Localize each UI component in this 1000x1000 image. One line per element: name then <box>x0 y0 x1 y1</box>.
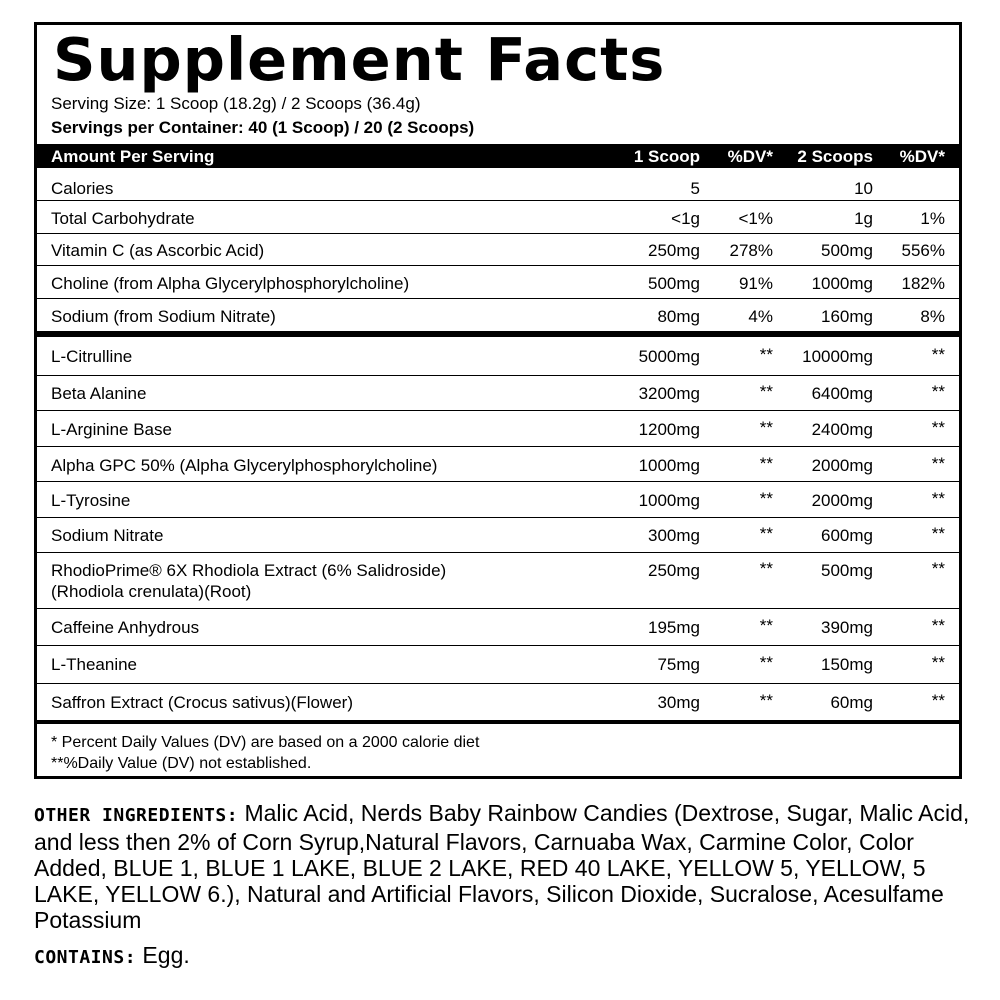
row-1-scoop: 500mg <box>648 274 700 293</box>
table-row <box>37 234 959 266</box>
row-name: L-Theanine <box>51 655 138 674</box>
table-row <box>37 609 959 646</box>
row-1-scoop: 195mg <box>648 618 700 637</box>
row-2-scoops: 2000mg <box>811 491 873 510</box>
row-2-scoops: 2000mg <box>811 456 873 475</box>
row-1-scoop: 80mg <box>657 307 700 326</box>
table-row <box>37 553 959 609</box>
row-1-scoop: 250mg <box>648 241 700 260</box>
footnote-divider <box>37 720 959 724</box>
row-1-scoop: 300mg <box>648 526 700 545</box>
row-dv-2: ** <box>931 559 945 578</box>
footnote-not-established: **%Daily Value (DV) not established. <box>51 755 312 772</box>
row-name-line-2: (Rhodiola crenulata)(Root) <box>51 582 252 601</box>
row-dv-1: ** <box>759 524 773 543</box>
table-row <box>37 482 959 518</box>
row-1-scoop: 30mg <box>657 693 700 712</box>
row-dv-1: ** <box>759 382 773 401</box>
contains-statement <box>34 942 190 971</box>
row-dv-1: ** <box>759 653 773 672</box>
row-1-scoop: 1200mg <box>638 420 700 439</box>
row-dv-1: ** <box>759 559 773 578</box>
row-2-scoops: 6400mg <box>811 384 873 403</box>
row-1-scoop: 250mg <box>648 561 700 580</box>
row-dv-1: ** <box>759 616 773 635</box>
row-2-scoops: 60mg <box>830 693 873 712</box>
row-dv-2: ** <box>931 616 945 635</box>
row-2-scoops: 1000mg <box>811 274 873 293</box>
contains-label: CONTAINS: <box>34 947 137 968</box>
row-name: Sodium (from Sodium Nitrate) <box>51 307 276 326</box>
row-dv-1: ** <box>759 489 773 508</box>
row-dv-1: 91% <box>738 274 773 293</box>
row-1-scoop: 3200mg <box>638 384 700 403</box>
row-dv-2: ** <box>931 653 945 672</box>
row-dv-2: 556% <box>901 241 945 260</box>
row-2-scoops: 160mg <box>821 307 873 326</box>
row-dv-2: ** <box>931 691 945 710</box>
row-name: Choline (from Alpha Glycerylphosphorylcholine) <box>51 274 410 293</box>
row-dv-1: ** <box>759 345 773 364</box>
row-dv-2: 182% <box>901 274 945 293</box>
row-1-scoop: 1000mg <box>638 491 700 510</box>
panel-title: Supplement Facts <box>53 25 666 94</box>
row-1-scoop: 75mg <box>657 655 700 674</box>
row-1-scoop: 5000mg <box>638 347 700 366</box>
supplement-facts-panel <box>34 22 962 779</box>
row-name: Total Carbohydrate <box>51 209 195 228</box>
table-row <box>37 337 959 376</box>
row-dv-1: ** <box>759 691 773 710</box>
row-name: L-Arginine Base <box>51 420 172 439</box>
table-row <box>37 646 959 684</box>
table-row <box>37 266 959 299</box>
serving-size: Serving Size: 1 Scoop (18.2g) / 2 Scoops (36.4g) <box>51 94 421 113</box>
row-dv-1: 278% <box>729 241 773 260</box>
table-row <box>37 168 959 201</box>
table-row <box>37 684 959 720</box>
row-dv-1: ** <box>759 418 773 437</box>
row-2-scoops: 500mg <box>821 241 873 260</box>
row-2-scoops: 10000mg <box>802 347 873 366</box>
row-1-scoop: 5 <box>690 179 700 198</box>
row-dv-2: 1% <box>920 209 945 228</box>
row-2-scoops: 150mg <box>821 655 873 674</box>
table-row <box>37 447 959 482</box>
row-2-scoops: 500mg <box>821 561 873 580</box>
table-row <box>37 299 959 331</box>
row-dv-2: 8% <box>920 307 945 326</box>
row-2-scoops: 2400mg <box>811 420 873 439</box>
row-dv-1: ** <box>759 454 773 473</box>
row-name: Saffron Extract (Crocus sativus)(Flower) <box>51 693 353 712</box>
row-name: L-Tyrosine <box>51 491 131 510</box>
row-dv-2: ** <box>931 345 945 364</box>
contains-text: Egg. <box>136 942 190 968</box>
table-row <box>37 376 959 411</box>
other-ingredients-label: OTHER INGREDIENTS: <box>34 805 239 826</box>
footnote-dv: * Percent Daily Values (DV) are based on a 2000 calorie diet <box>51 734 480 751</box>
header-1-scoop: 1 Scoop <box>633 147 700 166</box>
header-dv-1: %DV* <box>727 147 773 166</box>
row-name: Calories <box>51 179 114 198</box>
header-amount: Amount Per Serving <box>51 147 215 166</box>
row-2-scoops: 10 <box>854 179 873 198</box>
row-2-scoops: 390mg <box>821 618 873 637</box>
table-row <box>37 411 959 447</box>
row-1-scoop: <1g <box>671 209 700 228</box>
row-dv-1: 4% <box>748 307 773 326</box>
row-1-scoop: 1000mg <box>638 456 700 475</box>
row-2-scoops: 600mg <box>821 526 873 545</box>
row-dv-2: ** <box>931 382 945 401</box>
table-header <box>37 144 959 168</box>
row-name: Vitamin C (as Ascorbic Acid) <box>51 241 265 260</box>
row-name: RhodioPrime® 6X Rhodiola Extract (6% Salidroside) <box>51 561 447 580</box>
row-dv-2: ** <box>931 489 945 508</box>
other-ingredients <box>34 800 974 933</box>
row-dv-2: ** <box>931 454 945 473</box>
row-dv-1: <1% <box>738 209 773 228</box>
row-name: Beta Alanine <box>51 384 147 403</box>
header-2-scoops: 2 Scoops <box>797 147 873 166</box>
table-row <box>37 518 959 553</box>
row-2-scoops: 1g <box>854 209 873 228</box>
row-dv-2: ** <box>931 418 945 437</box>
row-name: Caffeine Anhydrous <box>51 618 200 637</box>
table-row <box>37 201 959 234</box>
row-name: L-Citrulline <box>51 347 133 366</box>
other-ingredients-text: Malic Acid, Nerds Baby Rainbow Candies (Dextrose, Sugar, Malic Acid, and less then 2% of Corn Syrup,Natural Flavors, Carnuaba Wax, Carmine Color, Color Added, BLUE 1, BLUE 1 LAKE, BLUE 2 LAKE, RED 40 LAKE, YELLOW 5, YELLOW, 5 LAKE, YELLOW 6.), Natural and Artificial Flavors, Silicon Dioxide, Sucralose, Acesulfame Potassium <box>34 800 970 933</box>
servings-per-container: Servings per Container: 40 (1 Scoop) / 20 (2 Scoops) <box>51 118 475 137</box>
row-name: Alpha GPC 50% (Alpha Glycerylphosphorylcholine) <box>51 456 438 475</box>
header-dv-2: %DV* <box>899 147 945 166</box>
row-name: Sodium Nitrate <box>51 526 164 545</box>
row-dv-2: ** <box>931 524 945 543</box>
